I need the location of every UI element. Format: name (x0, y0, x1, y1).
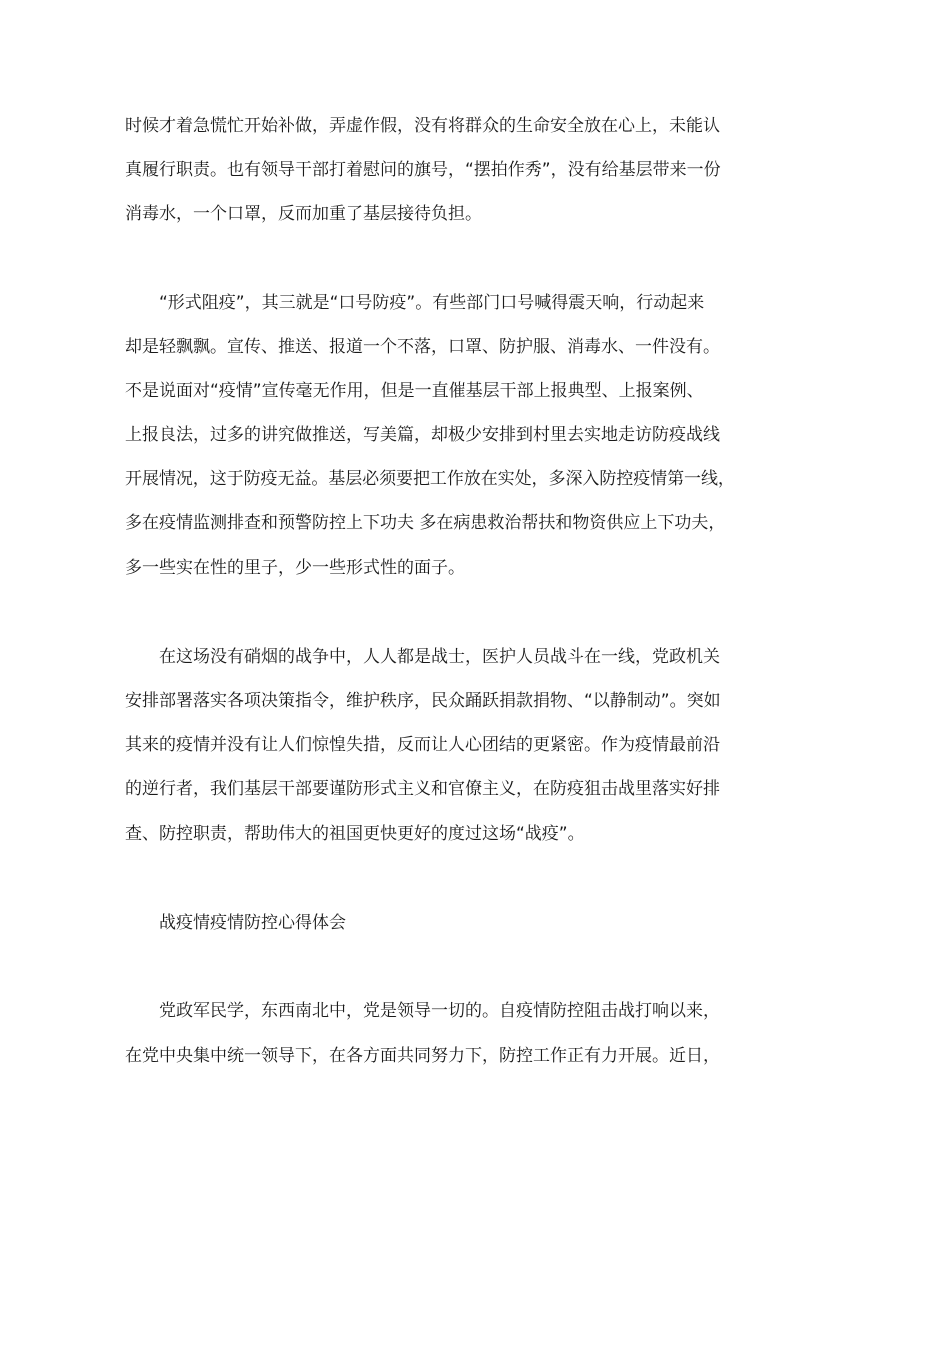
text-line: 的逆行者，我们基层干部要谨防形式主义和官僚主义，在防疫狙击战里落实好排 (125, 779, 720, 799)
text-line: 查、防控职责，帮助伟大的祖国更快更好的度过这场“战疫”。 (125, 824, 585, 844)
text-line: 时候才着急慌忙开始补做，弄虚作假，没有将群众的生命安全放在心上，未能认 (125, 116, 720, 136)
text-line: 在这场没有硝烟的战争中，人人都是战士，医护人员战斗在一线，党政机关 (159, 647, 720, 667)
text-line: 多在疫情监测排查和预警防控上下功夫 多在病患救治帮扶和物资供应上下功夫， (125, 513, 726, 533)
text-line: 消毒水，一个口罩，反而加重了基层接待负担。 (125, 204, 482, 224)
text-line: 不是说面对“疫情”宣传毫无作用，但是一直催基层干部上报典型、上报案例、 (125, 381, 704, 401)
text-line: 上报良法，过多的讲究做推送，写美篇，却极少安排到村里去实地走访防疫战线 (125, 425, 720, 445)
section-heading: 战疫情疫情防控心得体会 (159, 913, 346, 933)
text-line: 却是轻飘飘。宣传、推送、报道一个不落，口罩、防护服、消毒水、一件没有。 (125, 337, 720, 357)
text-line: 党政军民学，东西南北中，党是领导一切的。自疫情防控阻击战打响以来， (159, 1001, 720, 1021)
text-line: 其来的疫情并没有让人们惊惶失措，反而让人心团结的更紧密。作为疫情最前沿 (125, 735, 720, 755)
text-line: 多一些实在性的里子，少一些形式性的面子。 (125, 558, 465, 578)
text-line: 安排部署落实各项决策指令，维护秩序，民众踊跃捐款捐物、“以静制动”。突如 (125, 691, 721, 711)
text-line: 在党中央集中统一领导下，在各方面共同努力下，防控工作正有力开展。近日， (125, 1046, 720, 1066)
text-line: 开展情况，这于防疫无益。基层必须要把工作放在实处，多深入防控疫情第一线， (125, 469, 735, 489)
text-line: “形式阻疫”，其三就是“口号防疫”。有些部门口号喊得震天响，行动起来 (159, 293, 705, 313)
text-line: 真履行职责。也有领导干部打着慰问的旗号，“摆拍作秀”，没有给基层带来一份 (125, 160, 721, 180)
